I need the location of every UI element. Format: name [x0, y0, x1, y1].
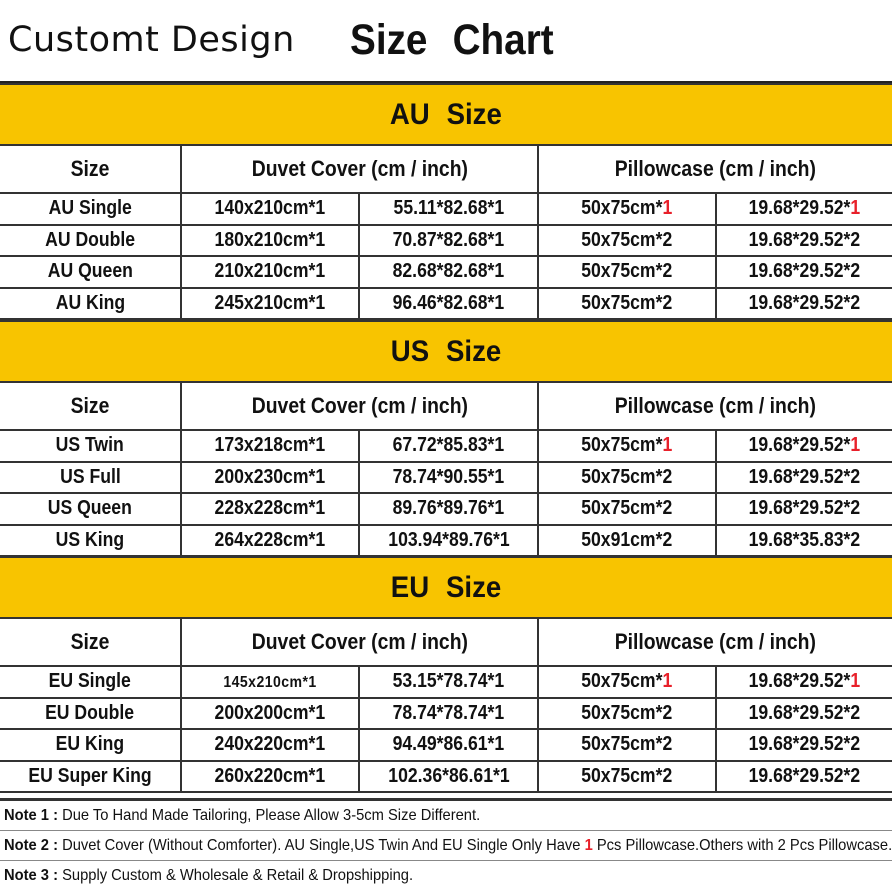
- size-header: [0, 383, 180, 429]
- cell-text: AU Queen: [47, 260, 133, 283]
- cell-content: [581, 197, 672, 220]
- cell-content: [749, 529, 861, 552]
- cell-text: 53.15*78.74*1: [392, 670, 505, 693]
- header-label: Pillowcase (cm / inch): [614, 393, 817, 418]
- duvet-cm-cell: [180, 463, 358, 493]
- section-title: EU Size: [390, 570, 502, 604]
- cell-text: 67.72*85.83*1: [392, 434, 505, 457]
- cell-content: [393, 702, 505, 725]
- cell-content: [749, 466, 861, 489]
- eu-size-band: [0, 556, 892, 619]
- table-header-row: [0, 619, 892, 667]
- cell-text: AU Single: [48, 197, 132, 220]
- cell-text: 2: [662, 733, 673, 756]
- pillow-cm-cell: [537, 289, 715, 319]
- cell-content: [47, 260, 132, 283]
- duvet-cm-cell: [180, 494, 358, 524]
- pillow-cm-cell: [537, 431, 715, 461]
- au-size-band: [0, 83, 892, 146]
- cell-content: [215, 197, 326, 220]
- duvet-inch-cell: [358, 730, 537, 760]
- pillow-inch-cell: [715, 526, 892, 556]
- chart-title: Size Chart: [350, 16, 554, 64]
- cell-content: [581, 497, 672, 520]
- pillow-cm-cell: [537, 667, 715, 697]
- pillow-cm-cell: [537, 699, 715, 729]
- cell-text: 19.68*29.52*: [748, 465, 851, 488]
- cell-content: [581, 765, 672, 788]
- duvet-inch-cell: [358, 257, 537, 287]
- cell-content: [223, 670, 316, 693]
- quantity-highlight: 1: [662, 434, 673, 457]
- quantity-highlight: 1: [662, 670, 673, 693]
- cell-content: [28, 765, 151, 788]
- cell-text: 2: [662, 701, 673, 724]
- cell-text: 2: [850, 291, 861, 314]
- table-row: [0, 463, 892, 495]
- size-cell: [0, 526, 180, 556]
- duvet-inch-cell: [358, 667, 537, 697]
- cell-content: [56, 529, 124, 552]
- cell-text: 2: [850, 701, 861, 724]
- duvet-inch-cell: [358, 289, 537, 319]
- cell-text: 200x200cm*1: [214, 701, 326, 724]
- cell-content: [581, 733, 672, 756]
- cell-text: 50x75cm*: [581, 465, 663, 488]
- pillow-inch-cell: [715, 431, 892, 461]
- cell-text: 140x210cm*1: [214, 197, 326, 220]
- cell-content: [393, 292, 505, 315]
- cell-text: 50x75cm*: [581, 291, 663, 314]
- cell-content: [393, 466, 505, 489]
- page-header: [0, 0, 892, 83]
- cell-content: [45, 229, 135, 252]
- cell-text: EU King: [55, 733, 125, 756]
- size-cell: [0, 431, 180, 461]
- cell-text: 50x75cm*: [581, 733, 663, 756]
- cell-text: EU Single: [48, 670, 132, 693]
- cell-text: 50x75cm*: [581, 228, 663, 251]
- duvet-inch-cell: [358, 526, 537, 556]
- header-label: Duvet Cover (cm / inch): [251, 156, 468, 181]
- duvet-inch-cell: [358, 431, 537, 461]
- pillow-inch-cell: [715, 463, 892, 493]
- duvet-header: [180, 146, 537, 192]
- table-row: [0, 526, 892, 558]
- note-text-after: Pcs Pillowcase.Others with 2 Pcs Pillowcase.: [592, 837, 892, 854]
- note-3: [4, 867, 413, 885]
- cell-text: 200x230cm*1: [214, 465, 326, 488]
- cell-text: 2: [850, 733, 861, 756]
- cell-content: [749, 434, 861, 457]
- cell-text: 19.68*29.52*: [748, 701, 851, 724]
- cell-text: US Full: [59, 465, 121, 488]
- cell-text: 50x75cm*: [581, 764, 663, 787]
- duvet-cm-cell: [180, 431, 358, 461]
- cell-text: 2: [662, 497, 673, 520]
- cell-content: [215, 529, 326, 552]
- cell-text: 50x75cm*: [581, 701, 663, 724]
- duvet-header: [180, 619, 537, 665]
- cell-content: [46, 702, 135, 725]
- cell-content: [749, 497, 861, 520]
- note-label: Note 2 :: [4, 837, 58, 854]
- cell-content: [581, 434, 672, 457]
- cell-text: 2: [662, 465, 673, 488]
- pillow-cm-cell: [537, 494, 715, 524]
- pillow-inch-cell: [715, 257, 892, 287]
- cell-text: 96.46*82.68*1: [392, 291, 505, 314]
- size-cell: [0, 463, 180, 493]
- cell-text: 19.68*29.52*: [748, 260, 851, 283]
- cell-content: [749, 229, 861, 252]
- pillow-cm-cell: [537, 194, 715, 224]
- cell-text: 173x218cm*1: [214, 434, 326, 457]
- cell-text: EU Super King: [28, 764, 152, 787]
- cell-content: [48, 497, 132, 520]
- cell-text: 260x220cm*1: [214, 764, 326, 787]
- cell-content: [215, 466, 326, 489]
- header-label: Size: [70, 629, 110, 654]
- table-row: [0, 762, 892, 794]
- pillow-inch-cell: [715, 762, 892, 792]
- cell-content: [393, 733, 505, 756]
- cell-content: [215, 702, 326, 725]
- cell-content: [393, 497, 505, 520]
- cell-content: [60, 466, 121, 489]
- header-label: Size: [70, 156, 110, 181]
- cell-text: 78.74*78.74*1: [392, 701, 505, 724]
- quantity-highlight: 1: [850, 670, 861, 693]
- size-cell: [0, 667, 180, 697]
- cell-text: 50x91cm*: [581, 528, 663, 551]
- cell-text: 82.68*82.68*1: [392, 260, 505, 283]
- duvet-inch-cell: [358, 194, 537, 224]
- note-text: Supply Custom & Wholesale & Retail & Dropshipping.: [57, 867, 414, 884]
- cell-text: 2: [850, 528, 861, 551]
- pillowcase-header: [537, 146, 892, 192]
- header-label: Size: [70, 393, 110, 418]
- cell-content: [581, 702, 672, 725]
- cell-content: [49, 670, 131, 693]
- cell-content: [749, 670, 861, 693]
- cell-content: [393, 434, 505, 457]
- table-row: [0, 226, 892, 258]
- duvet-cm-cell: [180, 226, 358, 256]
- table-header-row: [0, 146, 892, 194]
- pillow-inch-cell: [715, 194, 892, 224]
- cell-text: 245x210cm*1: [214, 291, 326, 314]
- size-cell: [0, 257, 180, 287]
- cell-content: [215, 733, 326, 756]
- quantity-highlight: 1: [850, 197, 861, 220]
- cell-text: 2: [850, 764, 861, 787]
- cell-content: [581, 670, 672, 693]
- cell-text: 50x75cm*: [581, 670, 663, 693]
- note-2: [4, 837, 892, 855]
- cell-content: [581, 292, 672, 315]
- pillow-inch-cell: [715, 494, 892, 524]
- duvet-cm-cell: [180, 289, 358, 319]
- cell-text: EU Double: [45, 701, 135, 724]
- cell-text: 2: [850, 497, 861, 520]
- us-size-band: [0, 320, 892, 383]
- note-divider: [0, 830, 892, 831]
- cell-text: 210x210cm*1: [214, 260, 326, 283]
- pillow-cm-cell: [537, 526, 715, 556]
- cell-content: [215, 497, 326, 520]
- cell-text: AU King: [55, 291, 125, 314]
- header-label: Duvet Cover (cm / inch): [251, 629, 468, 654]
- table-row: [0, 289, 892, 321]
- note-label: Note 3 :: [4, 867, 58, 884]
- table-header-row: [0, 383, 892, 431]
- cell-content: [581, 260, 672, 283]
- pillow-inch-cell: [715, 226, 892, 256]
- cell-content: [749, 765, 861, 788]
- cell-content: [48, 197, 131, 220]
- cell-text: 94.49*86.61*1: [392, 733, 505, 756]
- cell-content: [56, 434, 124, 457]
- cell-text: 2: [662, 260, 673, 283]
- cell-content: [55, 292, 124, 315]
- cell-text: 55.11*82.68*1: [393, 197, 504, 220]
- cell-content: [215, 434, 326, 457]
- size-cell: [0, 730, 180, 760]
- cell-text: 2: [662, 291, 673, 314]
- cell-text: 2: [662, 228, 673, 251]
- cell-text: 89.76*89.76*1: [392, 497, 505, 520]
- quantity-highlight: 1: [662, 197, 673, 220]
- cell-text: 2: [662, 764, 673, 787]
- cell-text: 19.68*29.52*: [748, 497, 851, 520]
- table-row: [0, 494, 892, 526]
- cell-content: [56, 733, 124, 756]
- cell-text: 228x228cm*1: [214, 497, 326, 520]
- pillow-cm-cell: [537, 762, 715, 792]
- size-header: [0, 619, 180, 665]
- cell-text: 50x75cm*: [581, 260, 663, 283]
- note-divider: [0, 860, 892, 861]
- cell-text: 19.68*29.52*: [748, 733, 851, 756]
- notes-panel: [0, 798, 892, 886]
- table-row: [0, 431, 892, 463]
- cell-content: [393, 197, 504, 220]
- duvet-cm-cell: [180, 762, 358, 792]
- cell-text: 50x75cm*: [581, 434, 663, 457]
- table-row: [0, 257, 892, 289]
- cell-content: [388, 529, 509, 552]
- table-row: [0, 730, 892, 762]
- size-cell: [0, 226, 180, 256]
- cell-text: AU Double: [45, 228, 135, 251]
- duvet-cm-cell: [180, 526, 358, 556]
- note-text: Duvet Cover (Without Comforter). AU Single,US Twin And EU Single Only Have: [57, 837, 585, 854]
- cell-text: 19.68*29.52*: [748, 291, 851, 314]
- cell-text: 2: [850, 465, 861, 488]
- size-cell: [0, 194, 180, 224]
- size-cell: [0, 699, 180, 729]
- note-highlight: 1: [584, 837, 593, 854]
- header-label: Pillowcase (cm / inch): [614, 629, 817, 654]
- cell-text: US Twin: [55, 434, 125, 457]
- cell-text: 70.87*82.68*1: [392, 228, 505, 251]
- cell-content: [215, 292, 326, 315]
- cell-text: 2: [850, 260, 861, 283]
- pillow-inch-cell: [715, 730, 892, 760]
- cell-text: 19.68*29.52*: [748, 197, 851, 220]
- header-label: Duvet Cover (cm / inch): [251, 393, 468, 418]
- pillow-inch-cell: [715, 699, 892, 729]
- cell-text: 240x220cm*1: [214, 733, 326, 756]
- duvet-cm-cell: [180, 194, 358, 224]
- duvet-cm-cell: [180, 667, 358, 697]
- header-label: Pillowcase (cm / inch): [614, 156, 817, 181]
- cell-text: 103.94*89.76*1: [387, 528, 510, 551]
- cell-content: [388, 765, 509, 788]
- cell-content: [749, 292, 861, 315]
- cell-text: 19.68*29.52*: [748, 228, 851, 251]
- cell-text: 19.68*29.52*: [748, 434, 851, 457]
- cell-content: [393, 229, 505, 252]
- cell-content: [749, 733, 861, 756]
- cell-content: [581, 529, 672, 552]
- table-row: [0, 194, 892, 226]
- note-1: [4, 807, 480, 825]
- brand-name: Customt Design: [8, 20, 295, 60]
- cell-content: [215, 229, 326, 252]
- size-cell: [0, 289, 180, 319]
- cell-text: 145x210cm*1: [223, 674, 317, 692]
- note-text: Due To Hand Made Tailoring, Please Allow 3-5cm Size Different.: [57, 807, 481, 824]
- cell-content: [393, 670, 505, 693]
- duvet-header: [180, 383, 537, 429]
- pillow-inch-cell: [715, 667, 892, 697]
- cell-content: [749, 260, 861, 283]
- size-cell: [0, 762, 180, 792]
- cell-text: US Queen: [47, 497, 133, 520]
- duvet-inch-cell: [358, 699, 537, 729]
- size-cell: [0, 494, 180, 524]
- section-title: US Size: [390, 334, 502, 368]
- cell-text: US King: [55, 528, 125, 551]
- duvet-inch-cell: [358, 463, 537, 493]
- table-row: [0, 699, 892, 731]
- cell-text: 2: [662, 528, 673, 551]
- duvet-cm-cell: [180, 257, 358, 287]
- pillow-cm-cell: [537, 463, 715, 493]
- cell-text: 264x228cm*1: [214, 528, 326, 551]
- cell-text: 19.68*29.52*: [748, 764, 851, 787]
- pillowcase-header: [537, 383, 892, 429]
- pillow-cm-cell: [537, 226, 715, 256]
- cell-content: [581, 466, 672, 489]
- cell-text: 78.74*90.55*1: [392, 465, 505, 488]
- table-row: [0, 667, 892, 699]
- duvet-inch-cell: [358, 762, 537, 792]
- quantity-highlight: 1: [850, 434, 861, 457]
- pillow-cm-cell: [537, 730, 715, 760]
- cell-text: 2: [850, 228, 861, 251]
- section-title: AU Size: [390, 97, 502, 131]
- cell-text: 50x75cm*: [581, 497, 663, 520]
- cell-content: [581, 229, 672, 252]
- cell-text: 19.68*29.52*: [748, 670, 851, 693]
- note-label: Note 1 :: [4, 807, 58, 824]
- cell-content: [215, 765, 326, 788]
- cell-text: 102.36*86.61*1: [387, 764, 510, 787]
- pillow-cm-cell: [537, 257, 715, 287]
- cell-text: 180x210cm*1: [214, 228, 326, 251]
- cell-content: [749, 197, 861, 220]
- duvet-inch-cell: [358, 226, 537, 256]
- pillow-inch-cell: [715, 289, 892, 319]
- cell-content: [393, 260, 505, 283]
- pillowcase-header: [537, 619, 892, 665]
- cell-content: [215, 260, 326, 283]
- duvet-cm-cell: [180, 699, 358, 729]
- duvet-cm-cell: [180, 730, 358, 760]
- cell-content: [749, 702, 861, 725]
- size-header: [0, 146, 180, 192]
- cell-text: 50x75cm*: [581, 197, 663, 220]
- duvet-inch-cell: [358, 494, 537, 524]
- cell-text: 19.68*35.83*: [748, 528, 851, 551]
